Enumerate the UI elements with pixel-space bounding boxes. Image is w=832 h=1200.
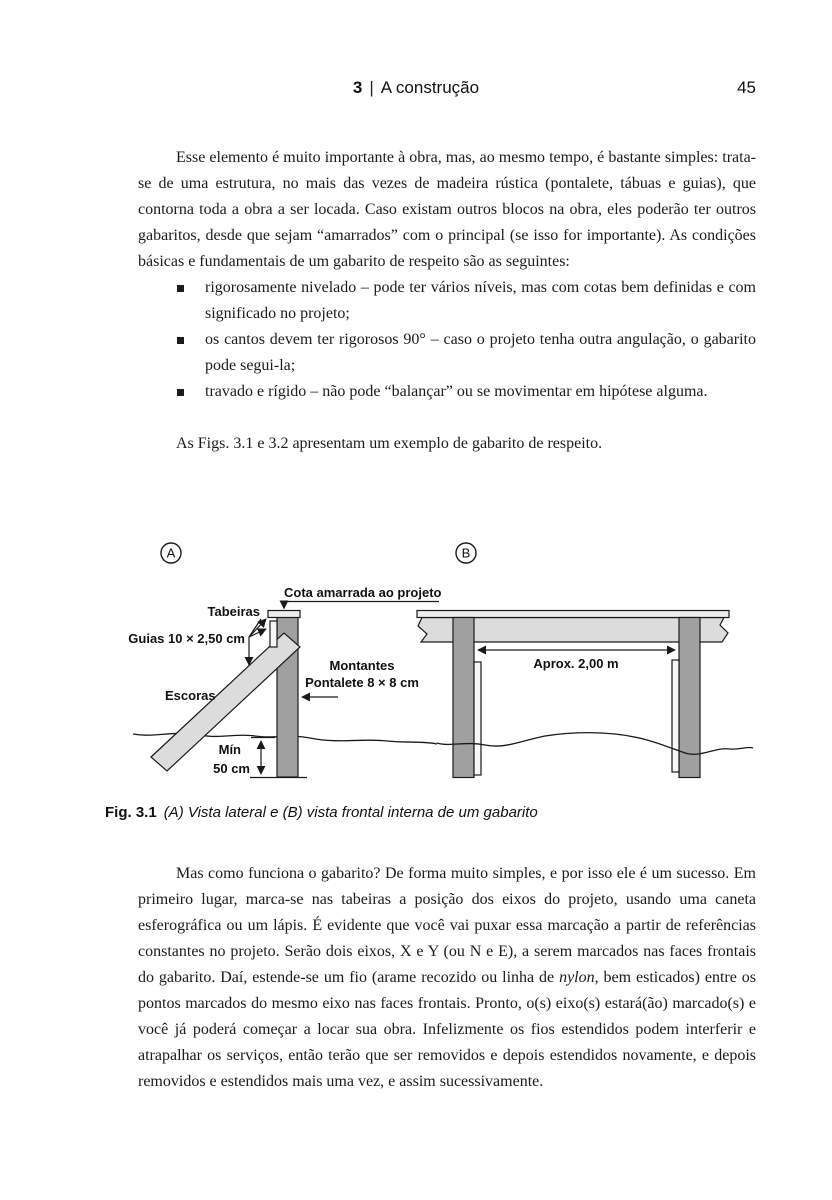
annotation-pontalete: Pontalete 8 × 8 cm [305, 675, 419, 690]
running-head [0, 78, 832, 98]
page-number: 45 [737, 78, 756, 97]
figure-caption-label: Fig. 3.1 [105, 804, 157, 821]
list-item: os cantos devem ter rigorosos 90° – caso o projeto tenha outra angulação, o gabarito pode segui-la; [176, 327, 756, 379]
chapter-number: 3 [352, 78, 363, 97]
ground-line-b [437, 733, 753, 755]
chapter-separator: | [369, 78, 374, 97]
text-block-closing [138, 861, 756, 1095]
arrow-to-plate [249, 619, 266, 637]
paragraph-closing: Mas como funciona o gabarito? De forma muito simples, e por isso ele é um sucesso. Em primeiro lugar, marca-se nas tabeiras a posição dos eixos do projeto, usando uma caneta esferográfica ou um lápis. É evidente que você vai puxar essa marcação a partir de referências constantes no projeto. Serão dois eixos, X e Y (ou N e E), a serem marcados nas faces frontais do gabarito. Daí, estende-se um fio (arame recozido ou linha de nylon, bem esticados) entre os pontos marcados do mesmo eixo nas faces frontais. Pronto, o(s) eixo(s) estará(ão) marcado(s) e você já poderá começar a locar sua obra. Infelizmente os fios estendidos podem interferir e atrapalhar os serviços, então terão que ser removidos e depois estendidos novamente, e depois removidos e estendidos mais uma vez, e assim sucessivamente. [138, 865, 757, 1090]
list-item: travado e rígido – não pode “balançar” ou se movimentar em hipótese alguma. [176, 379, 756, 405]
guia-strip-a [270, 621, 277, 647]
paragraph-intro: Esse elemento é muito importante à obra, mas, ao mesmo tempo, é bastante simples: trata-se de uma estrutura, no mais das vezes de madeira rústica (pontalete, tábuas e guias), que contorna toda a obra a ser locada. Caso existam outros blocos na obra, eles poderão ter outros gabaritos, desde que sejam “amarrados” com o principal (se isso for importante). As condições básicas e fundamentais de um gabarito de respeito são as seguintes: [138, 149, 756, 270]
figure-3-1 [100, 540, 760, 798]
annotation-tabeiras: Tabeiras [207, 604, 260, 619]
annotation-escoras: Escoras [165, 688, 216, 703]
tabeira-plate [268, 611, 300, 618]
annotation-cota: Cota amarrada ao projeto [284, 585, 442, 600]
annotation-guias: Guias 10 × 2,50 cm [128, 631, 245, 646]
post-left-b [453, 618, 474, 778]
view-b-label: B [461, 545, 471, 561]
figure-caption-text: (A) Vista lateral e (B) vista frontal interna de um gabarito [163, 804, 538, 821]
annotation-aprox: Aprox. 2,00 m [533, 656, 619, 671]
chapter-title: A construção [380, 78, 480, 97]
annotation-50cm: 50 cm [213, 761, 250, 776]
guia-strip-left-b [474, 662, 481, 775]
text-block-intro [138, 145, 756, 457]
list-item: rigorosamente nivelado – pode ter vários níveis, mas com cotas bem definidas e com significado no projeto; [176, 275, 756, 327]
guia-strip-right-b [672, 660, 679, 772]
gabarito-diagram [100, 540, 760, 798]
annotation-montantes: Montantes [329, 658, 395, 673]
view-a-label: A [166, 545, 176, 561]
conditions-list [176, 275, 756, 405]
paragraph-figure-reference: As Figs. 3.1 e 3.2 apresentam um exemplo de gabarito de respeito. [176, 435, 603, 452]
tabeira-top-strip-b [417, 611, 729, 618]
figure-caption [105, 804, 755, 821]
annotation-min: Mín [218, 742, 241, 757]
